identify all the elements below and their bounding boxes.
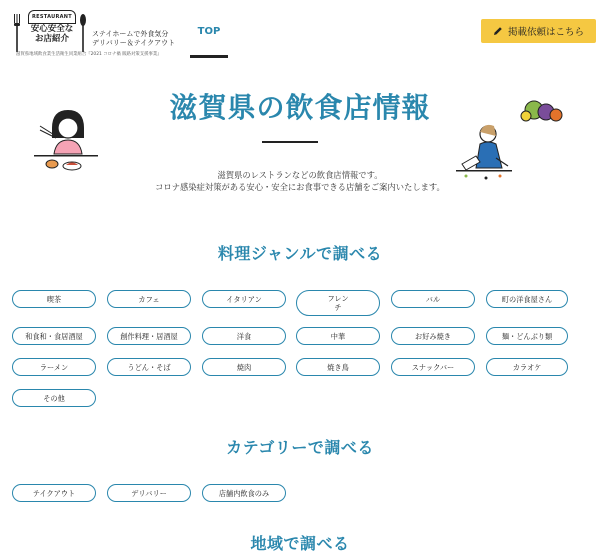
nav-active-indicator: [190, 55, 228, 58]
hero-description-line-2: コロナ感染症対策がある安心・安全にお食事できる店舗をご案内いたします。: [155, 182, 445, 192]
spoon-icon: [80, 14, 86, 52]
hero-description: [0, 169, 600, 193]
genre-button-okonomiyaki[interactable]: お好み焼き: [391, 327, 475, 345]
genre-button-washoku[interactable]: 和食和・食居酒屋: [12, 327, 96, 345]
genre-button-udon-soba[interactable]: うどん・そば: [107, 358, 191, 376]
logo-line-1: 安心安全な: [30, 24, 74, 34]
area-section-title: 地域で調べる: [250, 534, 350, 553]
genre-button-yakitori[interactable]: 焼き鳥: [296, 358, 380, 376]
genre-button-yoshokuya[interactable]: 町の洋食屋さん: [486, 290, 568, 308]
genre-button-cafe[interactable]: カフェ: [107, 290, 191, 308]
genre-button-men-donburi[interactable]: 麺・どんぶり類: [486, 327, 568, 345]
genre-button-ramen[interactable]: ラーメン: [12, 358, 96, 376]
genre-button-yakiniku[interactable]: 焼肉: [202, 358, 286, 376]
genre-button-snack-bar[interactable]: スナックバー: [391, 358, 475, 376]
genre-button-yoshoku[interactable]: 洋食: [202, 327, 286, 345]
header-tagline: [92, 30, 175, 48]
page-title: 滋賀県の飲食店情報: [169, 91, 431, 124]
category-button-takeout[interactable]: テイクアウト: [12, 484, 96, 502]
site-header: [0, 0, 600, 66]
site-logo[interactable]: [14, 10, 88, 54]
genre-button-kissa[interactable]: 喫茶: [12, 290, 96, 308]
listing-request-label: 掲載依頼はこちら: [507, 27, 584, 38]
header-subline: 滋賀県地域飲食業生活衛生同業組合『2021 コロナ禍 販路対策支援事業』: [16, 52, 162, 57]
tagline-line-1: ステイホームで外食気分: [92, 30, 169, 38]
logo-line-2: お店紹介: [34, 34, 69, 44]
category-button-delivery[interactable]: デリバリー: [107, 484, 191, 502]
nav-top-link[interactable]: TOP: [197, 26, 221, 37]
fork-icon: [14, 14, 20, 52]
listing-request-button[interactable]: [481, 19, 596, 43]
logo-badge: RESTAURANT: [28, 10, 76, 24]
genre-button-bar[interactable]: バル: [391, 290, 475, 308]
genre-button-italian[interactable]: イタリアン: [202, 290, 286, 308]
genre-button-karaoke[interactable]: カラオケ: [486, 358, 568, 376]
genre-section-title: 料理ジャンルで調べる: [217, 244, 383, 263]
category-button-dine-in[interactable]: 店舗内飲食のみ: [202, 484, 286, 502]
pencil-icon: [493, 26, 503, 36]
category-section-title: カテゴリーで調べる: [226, 438, 374, 457]
tagline-line-2: デリバリー＆テイクアウト: [92, 39, 176, 47]
genre-button-other[interactable]: その他: [12, 389, 96, 407]
hero-description-line-1: 滋賀県のレストランなどの飲食店情報です。: [217, 170, 383, 180]
genre-button-french[interactable]: フレン チ: [296, 290, 380, 316]
genre-button-sousaku[interactable]: 創作料理・居酒屋: [107, 327, 191, 345]
title-divider: [262, 141, 318, 143]
genre-button-chuka[interactable]: 中華: [296, 327, 380, 345]
